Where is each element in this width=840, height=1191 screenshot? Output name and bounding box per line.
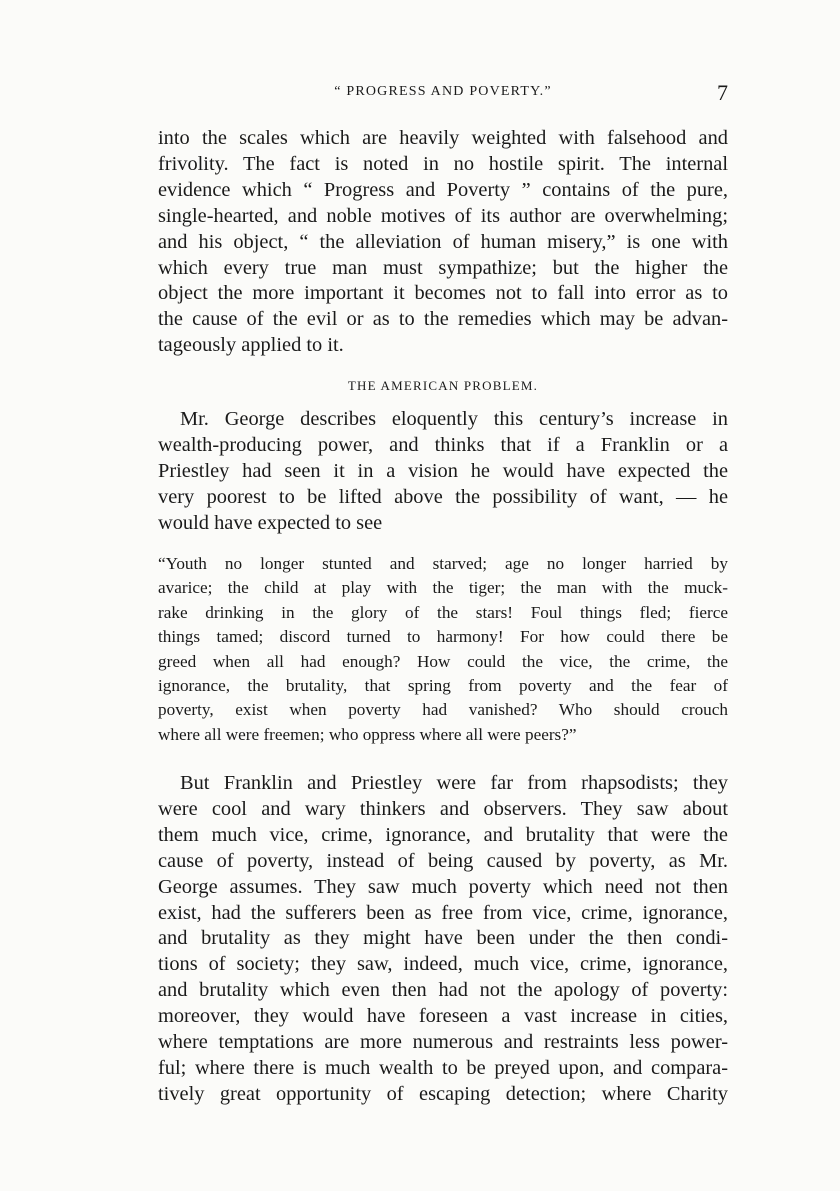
- text-line: single-hearted, and noble motives of its author are overwhelming;: [158, 204, 728, 227]
- paragraph-1: [158, 126, 728, 359]
- text-line: and brutality which even then had not the apology of poverty:: [158, 979, 728, 1002]
- quote-line: greed when all had enough? How could the vice, the crime, the: [158, 651, 728, 671]
- text-line: would have expected to see: [158, 511, 383, 534]
- text-line: tageously applied to it.: [158, 334, 344, 357]
- text-line: tions of society; they saw, indeed, much vice, crime, ignorance,: [158, 953, 728, 976]
- text-line: cause of poverty, instead of being caused by poverty, as Mr.: [158, 849, 728, 872]
- section-heading: THE AMERICAN PROBLEM.: [347, 378, 539, 393]
- quote-line: “Youth no longer stunted and starved; age no longer harried by: [158, 554, 728, 573]
- text-line: But Franklin and Priestley were far from rhapsodists; they: [180, 772, 728, 794]
- quote-line: things tamed; discord turned to harmony! For how could there be: [158, 627, 728, 647]
- text-line: very poorest to be lifted above the possibility of want, — he: [158, 485, 728, 508]
- text-line: wealth-producing power, and thinks that if a Franklin or a: [158, 433, 728, 456]
- text-line: George assumes. They saw much poverty which need not then: [158, 875, 728, 898]
- running-title: “ PROGRESS AND POVERTY.”: [334, 84, 552, 99]
- running-head: [158, 80, 728, 106]
- text-line: them much vice, crime, ignorance, and brutality that were the: [158, 823, 728, 846]
- page-number: 7: [717, 80, 728, 105]
- text-line: into the scales which are heavily weighted with falsehood and: [158, 127, 728, 149]
- paragraph-3: [158, 771, 728, 1108]
- text-line: which every true man must sympathize; but the higher the: [158, 256, 728, 279]
- text-line: ful; where there is much wealth to be preyed upon, and compara-: [158, 1056, 728, 1079]
- quote-line: rake drinking in the glory of the stars! Foul things fled; fierce: [158, 602, 728, 622]
- text-line: exist, had the sufferers been as free from vice, crime, ignorance,: [158, 901, 728, 924]
- text-line: moreover, they would have foreseen a vast increase in cities,: [158, 1005, 728, 1028]
- text-line: and his object, “ the alleviation of human misery,” is one with: [158, 230, 728, 253]
- quote-line: ignorance, the brutality, that spring from poverty and the fear of: [158, 676, 728, 696]
- text-line: tively great opportunity of escaping detection; where Charity: [158, 1082, 728, 1105]
- text-line: object the more important it becomes not to fall into error as to: [158, 282, 728, 305]
- text-line: the cause of the evil or as to the remedies which may be advan-: [158, 308, 728, 331]
- text-line: Mr. George describes eloquently this century’s increase in: [180, 408, 728, 430]
- text-line: Priestley had seen it in a vision he would have expected the: [158, 459, 728, 482]
- text-line: frivolity. The fact is noted in no hostile spirit. The internal: [158, 152, 728, 175]
- text-line: were cool and wary thinkers and observers. They saw about: [158, 797, 728, 820]
- block-quote: [158, 552, 728, 747]
- quote-line: where all were freemen; who oppress where all were peers?”: [158, 724, 577, 744]
- quote-line: avarice; the child at play with the tiger; the man with the muck-: [158, 578, 728, 598]
- text-line: evidence which “ Progress and Poverty ” contains of the pure,: [158, 178, 728, 201]
- paragraph-2: [158, 407, 728, 537]
- quote-line: poverty, exist when poverty had vanished? Who should crouch: [158, 700, 728, 720]
- text-line: and brutality as they might have been under the then condi-: [158, 927, 728, 950]
- text-line: where temptations are more numerous and restraints less power-: [158, 1031, 728, 1054]
